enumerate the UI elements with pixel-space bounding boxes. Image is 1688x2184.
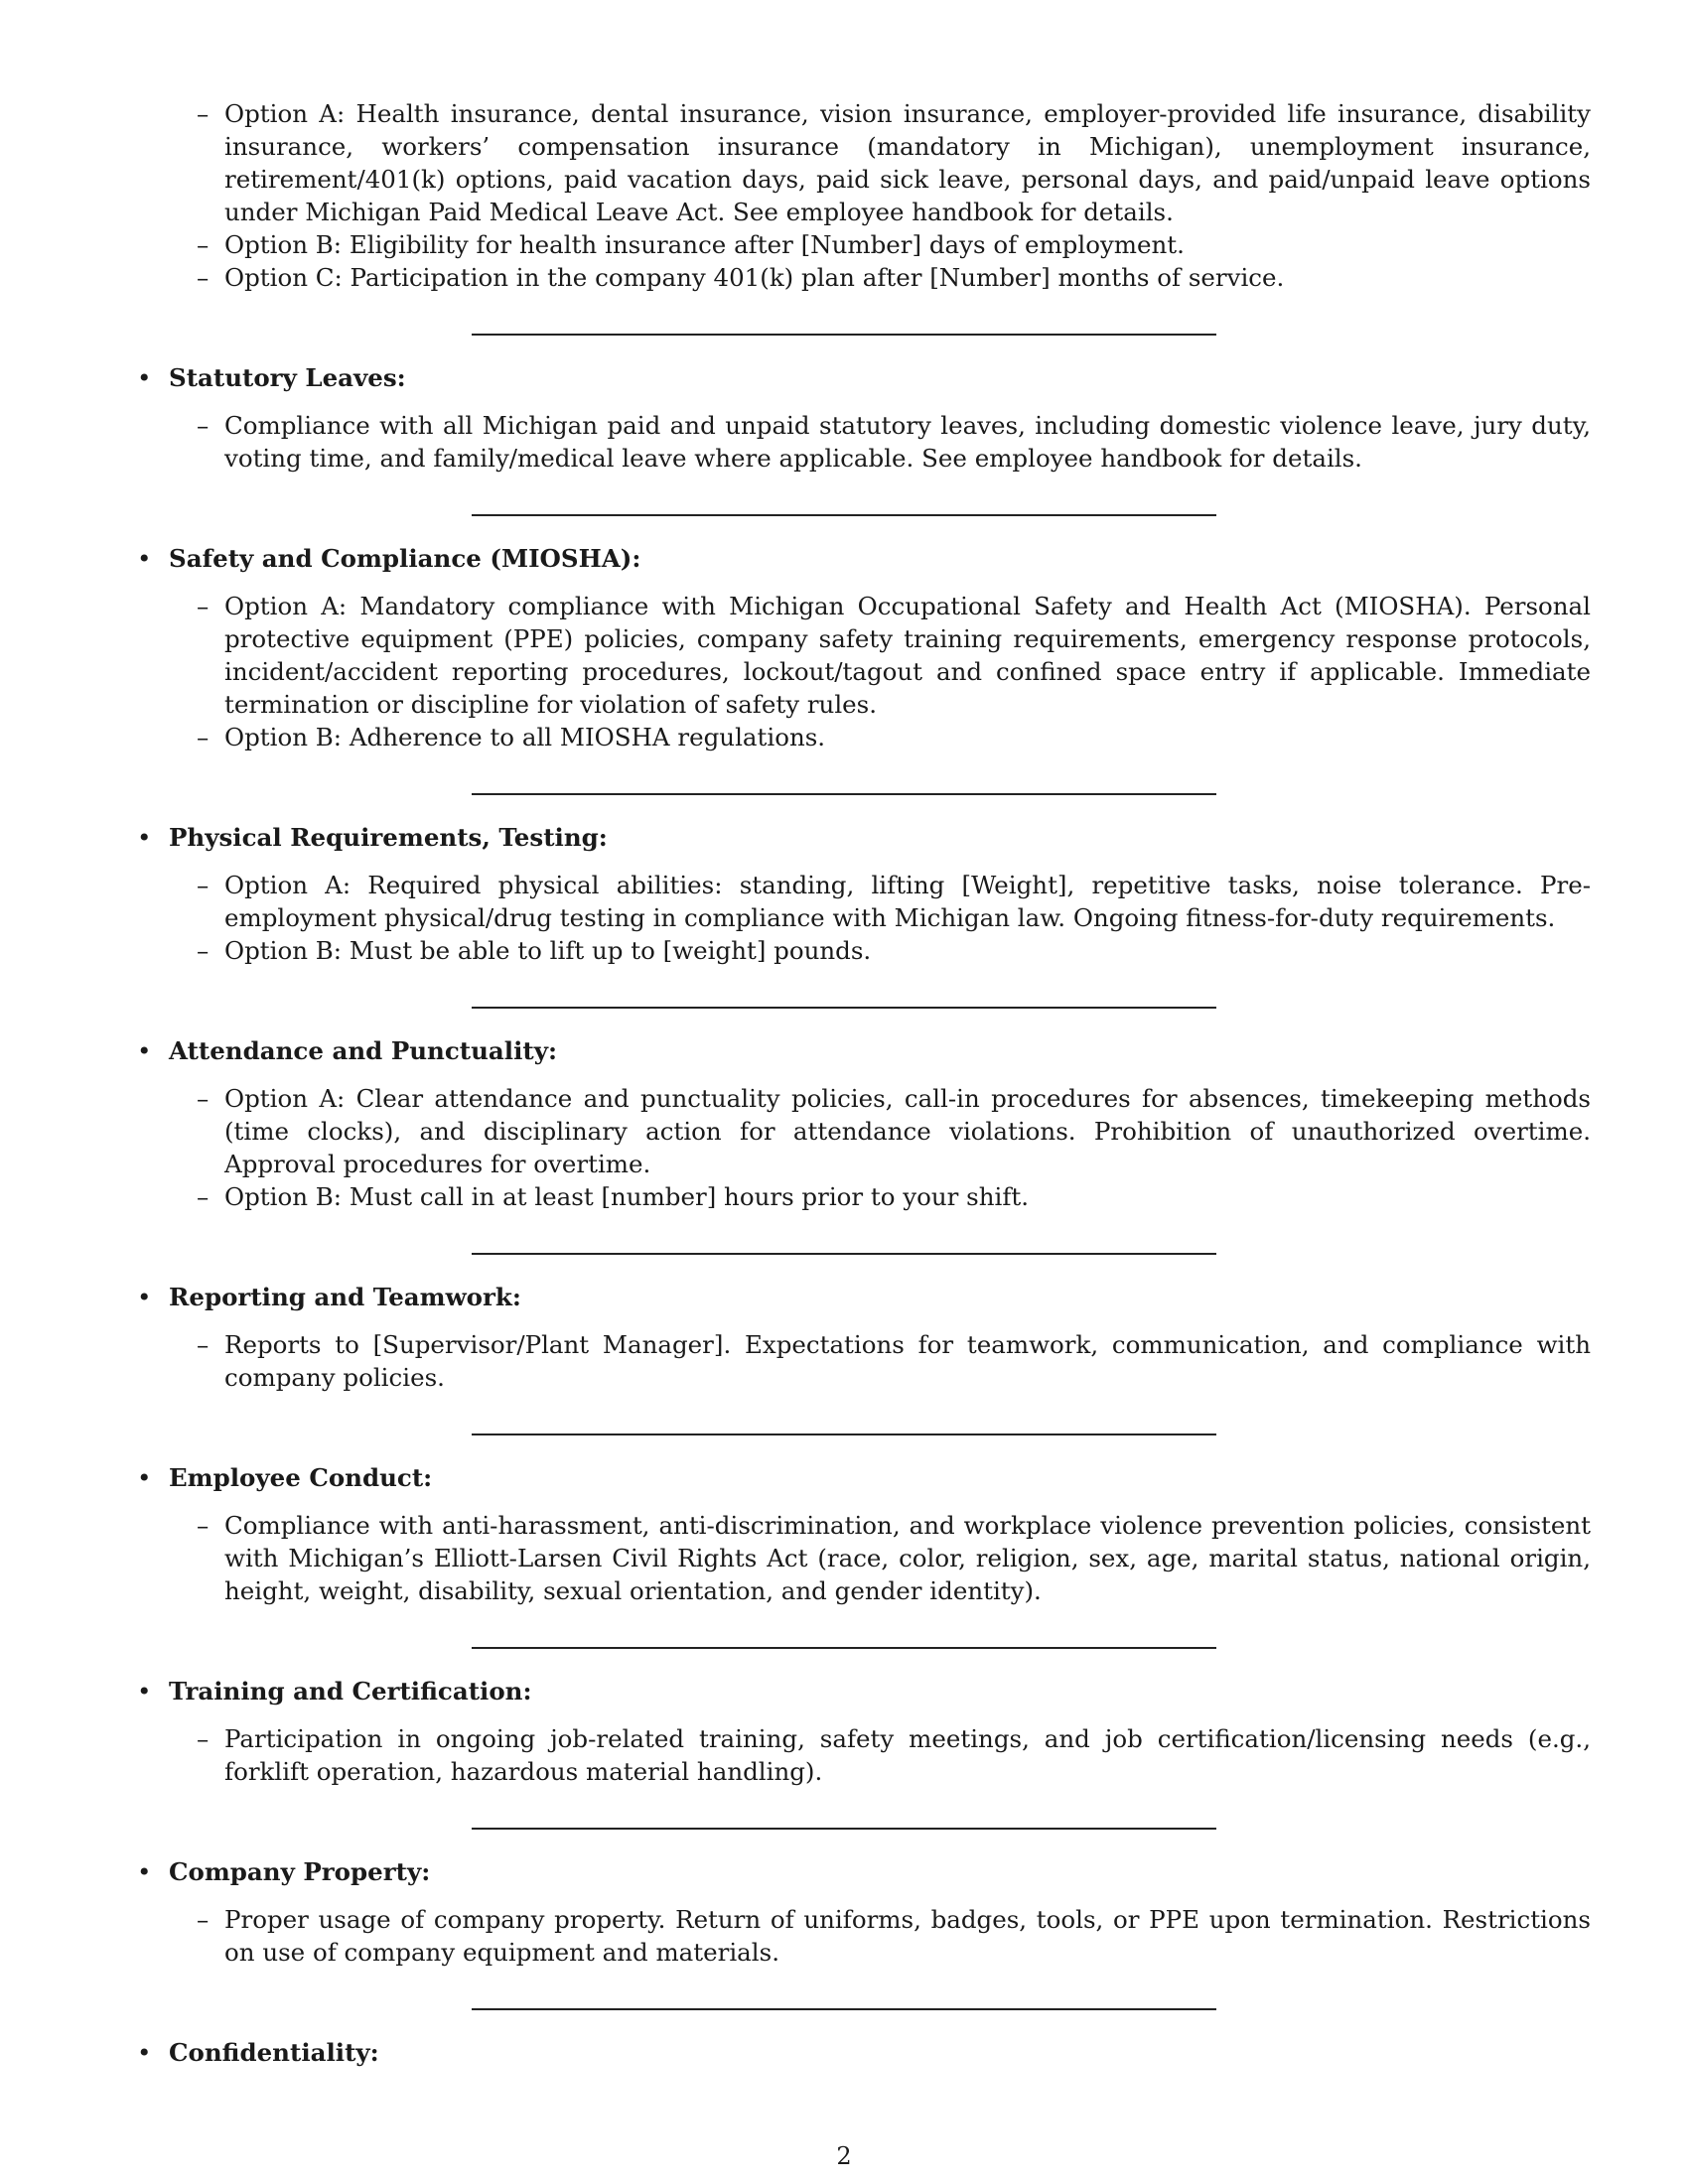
section-heading: Safety and Compliance (MIOSHA): <box>169 544 641 573</box>
section-divider <box>472 1828 1216 1830</box>
dash-marker: – <box>197 1905 210 1934</box>
section-safety-compliance <box>127 542 1591 753</box>
section-statutory-leaves <box>127 361 1591 475</box>
section-physical-requirements <box>127 821 1591 967</box>
list-item: – Option B: Eligibility for health insurance after [Number] days of employment. <box>197 230 1185 259</box>
dash-marker: – <box>197 263 210 292</box>
dash-marker: – <box>197 411 210 440</box>
list-item: – Participation in ongoing job-related training, safety meetings, and job certification/licensing needs (e.g., forklift operation, hazardous material handling). <box>197 1724 1591 1786</box>
dash-marker: – <box>197 592 210 620</box>
section-divider <box>472 1253 1216 1255</box>
section-divider <box>472 514 1216 516</box>
dash-marker: – <box>197 723 210 751</box>
section-heading: Employee Conduct: <box>169 1463 433 1492</box>
dash-marker: – <box>197 1084 210 1113</box>
list-item: – Option A: Required physical abilities: standing, lifting [Weight], repetitive tasks, noise tolerance. Pre-employment physical/drug testing in compliance with Michigan law. Ongoing fitness-for-duty requirements. <box>197 871 1591 932</box>
bullet-marker: • <box>137 1463 152 1492</box>
list-item: – Option B: Must be able to lift up to [weight] pounds. <box>197 936 872 965</box>
section-heading: Confidentiality: <box>169 2038 379 2067</box>
list-item: – Option A: Health insurance, dental insurance, vision insurance, employer-provided life insurance, disability insurance, workers’ compensation insurance (mandatory in Michigan), unemployment insurance, retirement/401(k) options, paid vacation days, paid sick leave, personal days, and paid/unpaid leave options under Michigan Paid Medical Leave Act. See employee handbook for details. <box>197 99 1591 226</box>
section-attendance <box>127 1034 1591 1213</box>
bullet-marker: • <box>137 363 152 392</box>
section-training <box>127 1675 1591 1788</box>
bullet-marker: • <box>137 1677 152 1706</box>
dash-marker: – <box>197 1330 210 1359</box>
dash-marker: – <box>197 1511 210 1540</box>
dash-marker: – <box>197 936 210 965</box>
bullet-marker: • <box>137 544 152 573</box>
list-item: – Option A: Clear attendance and punctuality policies, call-in procedures for absences, timekeeping methods (time clocks), and disciplinary action for attendance violations. Prohibition of unauthorized overtime. Approval procedures for overtime. <box>197 1084 1591 1178</box>
list-item: – Option C: Participation in the company 401(k) plan after [Number] months of service. <box>197 263 1285 292</box>
section-heading: Attendance and Punctuality: <box>169 1036 557 1065</box>
section-heading: Company Property: <box>169 1857 431 1886</box>
section-reporting-teamwork <box>127 1281 1591 1394</box>
section-divider <box>472 334 1216 336</box>
bullet-marker: • <box>137 2038 152 2067</box>
section-divider <box>472 1647 1216 1649</box>
section-employee-conduct <box>127 1461 1591 1607</box>
list-item: – Reports to [Supervisor/Plant Manager]. Expectations for teamwork, communication, and compliance with company policies. <box>197 1330 1591 1392</box>
section-heading: Training and Certification: <box>169 1677 532 1706</box>
dash-marker: – <box>197 230 210 259</box>
bullet-marker: • <box>137 1036 152 1065</box>
page-number: 2 <box>836 2142 852 2170</box>
bullet-marker: • <box>137 1283 152 1311</box>
section-heading: Reporting and Teamwork: <box>169 1283 521 1311</box>
list-item: – Option A: Mandatory compliance with Michigan Occupational Safety and Health Act (MIOSHA). Personal protective equipment (PPE) policies, company safety training requirements, emergency response protocols, incident/accident reporting procedures, lockout/tagout and confined space entry if applicable. Immediate termination or discipline for violation of safety rules. <box>197 592 1591 719</box>
section-confidentiality <box>127 2036 1591 2069</box>
list-item: – Compliance with anti-harassment, anti-discrimination, and workplace violence prevention policies, consistent with Michigan’s Elliott-Larsen Civil Rights Act (race, color, religion, sex, age, marital status, national origin, height, weight, disability, sexual orientation, and gender identity). <box>197 1511 1591 1605</box>
section-divider <box>472 1007 1216 1009</box>
dash-marker: – <box>197 1724 210 1753</box>
section-divider <box>472 793 1216 795</box>
section-company-property <box>127 1855 1591 1969</box>
list-item: – Option B: Must call in at least [number] hours prior to your shift. <box>197 1182 1030 1211</box>
dash-marker: – <box>197 99 210 128</box>
page-content <box>127 97 1591 2069</box>
dash-marker: – <box>197 871 210 899</box>
bullet-marker: • <box>137 823 152 852</box>
section-heading: Physical Requirements, Testing: <box>169 823 608 852</box>
section-heading: Statutory Leaves: <box>169 363 406 392</box>
list-item: – Proper usage of company property. Return of uniforms, badges, tools, or PPE upon termination. Restrictions on use of company equipment and materials. <box>197 1905 1591 1967</box>
dash-marker: – <box>197 1182 210 1211</box>
bullet-marker: • <box>137 1857 152 1886</box>
intro-benefit-options <box>127 97 1591 294</box>
list-item: – Compliance with all Michigan paid and unpaid statutory leaves, including domestic violence leave, jury duty, voting time, and family/medical leave where applicable. See employee handbook for details. <box>197 411 1591 473</box>
section-divider <box>472 1433 1216 1435</box>
section-divider <box>472 2008 1216 2010</box>
list-item: – Option B: Adherence to all MIOSHA regulations. <box>197 723 826 751</box>
